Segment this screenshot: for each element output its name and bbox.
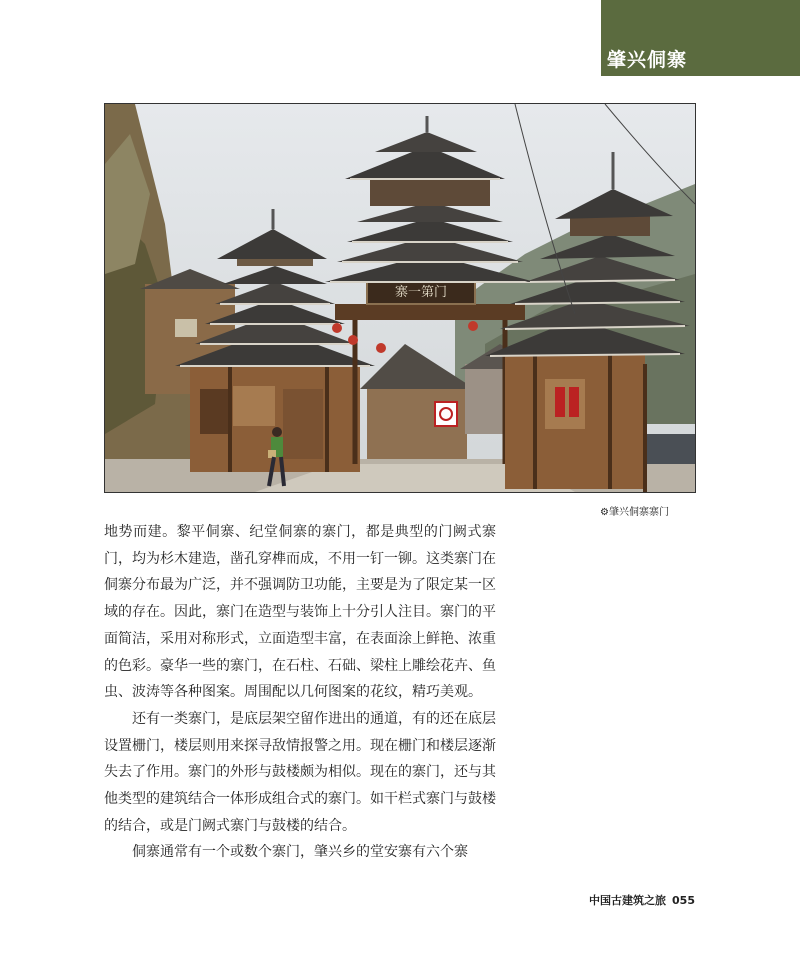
gate-signboard: 寨一第门: [394, 285, 448, 300]
paragraph-1: 地势而建。黎平侗寨、纪堂侗寨的寨门，都是典型的门阙式寨门，均为杉木建造，凿孔穿榫而成，不用一钉一铆。这类寨门在侗寨分布最为广泛，并不强调防卫功能，主要是为了限定某一区域的存在。因此，寨门在造型与装饰上十分引人注目。寨门的平面简洁，采用对称形式，立面造型丰富，在表面涂上鲜艳、浓重的色彩。豪华一些的寨门，在石柱、石础、梁柱上雕绘花卉、鱼虫、波涛等各种图案。周围配以几何图案的花纹，精巧美观。: [104, 524, 496, 701]
paragraph-3: 侗寨通常有一个或数个寨门，肇兴乡的堂安寨有六个寨: [132, 844, 468, 861]
figure-caption: [600, 503, 669, 518]
gate-illustration: [105, 104, 695, 492]
page-number: 055: [672, 894, 695, 907]
body-text: [104, 519, 496, 866]
caption-marker: ⚙: [600, 507, 609, 518]
paragraph-2: 还有一类寨门，是底层架空留作进出的通道，有的还在底层设置栅门，楼层则用来探寻敌情报警之用。现在栅门和楼层逐渐失去了作用。寨门的外形与鼓楼颇为相似。现在的寨门，还与其他类型的建筑结合一体形成组合式的寨门。如干栏式寨门与鼓楼的结合，或是门阙式寨门与鼓楼的结合。: [104, 710, 496, 834]
section-tab: [601, 0, 800, 76]
book-title: 中国古建筑之旅: [589, 894, 667, 907]
section-title: 肇兴侗寨: [607, 49, 688, 71]
page-footer: [589, 892, 695, 908]
caption-text: 肇兴侗寨寨门: [608, 507, 669, 518]
gate-photo: [104, 103, 696, 493]
